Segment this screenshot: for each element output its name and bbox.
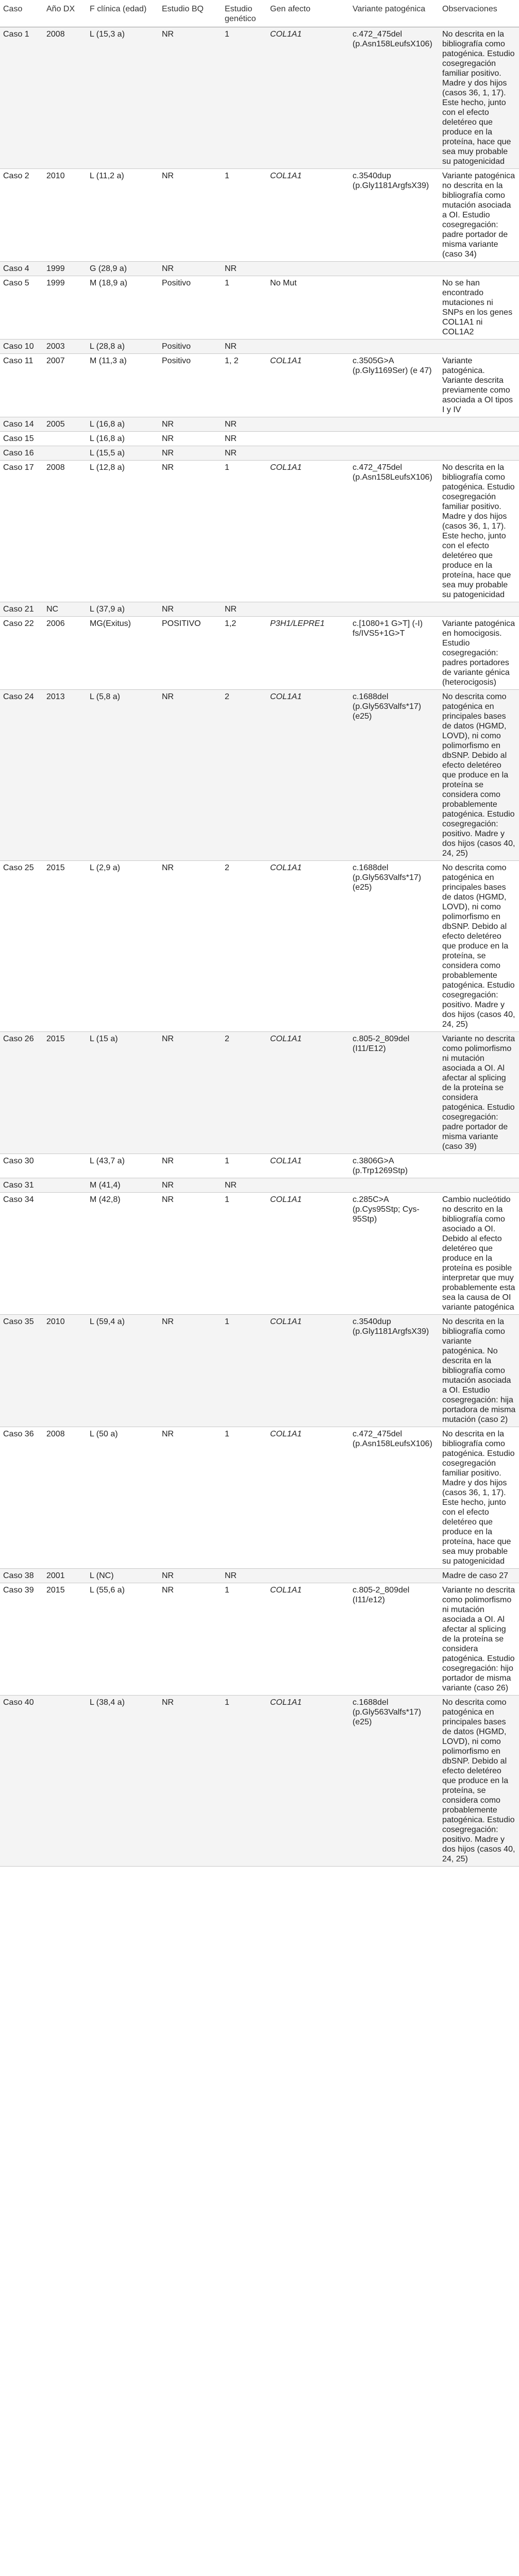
cell-estudio-genetico: 1 — [222, 276, 267, 340]
cell-variante: c.3540dup (p.Gly1181ArgfsX39) — [349, 169, 439, 262]
cell-variante: c.285C>A (p.Cys95Stp; Cys-95Stp) — [349, 1193, 439, 1315]
header-observaciones: Observaciones — [439, 0, 519, 27]
cell-f-clinica: L (5,8 a) — [87, 690, 159, 861]
cell-f-clinica: L (59,4 a) — [87, 1315, 159, 1427]
table-row — [0, 1032, 519, 1154]
cell-caso: Caso 5 — [0, 276, 43, 340]
cell-estudio-bq: NR — [159, 169, 222, 262]
cell-estudio-bq: NR — [159, 461, 222, 602]
table-row — [0, 27, 519, 169]
table-row — [0, 432, 519, 446]
table-row — [0, 1315, 519, 1427]
cell-observaciones: No descrita en la bibliografía como patogénica. Estudio cosegregación familiar positivo. Madre y dos hijos (casos 36, 1, 17). Este hecho, junto con el efecto deletéreo que produce en la proteína, hace que sea muy probable su patogenicidad — [439, 461, 519, 602]
cell-caso: Caso 36 — [0, 1427, 43, 1569]
cell-f-clinica: M (42,8) — [87, 1193, 159, 1315]
cell-estudio-genetico: 1 — [222, 1696, 267, 1867]
cell-caso: Caso 21 — [0, 602, 43, 617]
cell-gen-afecto: COL1A1 — [267, 461, 349, 602]
cell-variante: c.[1080+1 G>T] (-I) fs/IVS5+1G>T — [349, 617, 439, 690]
cell-variante — [349, 417, 439, 432]
cell-f-clinica: L (50 a) — [87, 1427, 159, 1569]
cell-observaciones — [439, 1178, 519, 1193]
table-row — [0, 169, 519, 262]
cell-estudio-bq: NR — [159, 1427, 222, 1569]
cell-gen-afecto: COL1A1 — [267, 1193, 349, 1315]
cell-f-clinica: L (15 a) — [87, 1032, 159, 1154]
cell-gen-afecto — [267, 340, 349, 354]
cell-observaciones — [439, 446, 519, 461]
cell-gen-afecto — [267, 262, 349, 276]
cell-gen-afecto: COL1A1 — [267, 1583, 349, 1696]
cell-caso: Caso 1 — [0, 27, 43, 169]
header-f-clinica: F clínica (edad) — [87, 0, 159, 27]
cell-variante — [349, 432, 439, 446]
cell-observaciones: Variante patogénica no descrita en la bibliografía como mutación asociada a OI. Estudio cosegregación: padre portador de misma variante (caso 34) — [439, 169, 519, 262]
table-row — [0, 1696, 519, 1867]
cell-variante — [349, 262, 439, 276]
cell-gen-afecto: No Mut — [267, 276, 349, 340]
cell-anio-dx: 2008 — [43, 1427, 87, 1569]
cell-estudio-bq: POSITIVO — [159, 617, 222, 690]
cell-f-clinica: G (28,9 a) — [87, 262, 159, 276]
cell-gen-afecto — [267, 417, 349, 432]
cell-f-clinica: M (18,9 a) — [87, 276, 159, 340]
cell-variante: c.3806G>A (p.Trp1269Stp) — [349, 1154, 439, 1178]
cell-estudio-bq: NR — [159, 262, 222, 276]
cell-observaciones: Madre de caso 27 — [439, 1569, 519, 1583]
table-row — [0, 354, 519, 417]
cell-f-clinica: L (15,5 a) — [87, 446, 159, 461]
header-variante: Variante patogénica — [349, 0, 439, 27]
cell-observaciones: Variante no descrita como polimorfismo ni mutación asociada a OI. Al afectar al splicing de la proteína se considera patogénica. Estudio cosegregación: hijo portador de misma variante (caso 26) — [439, 1583, 519, 1696]
cell-estudio-bq: Positivo — [159, 340, 222, 354]
cell-caso: Caso 40 — [0, 1696, 43, 1867]
cell-f-clinica: L (12,8 a) — [87, 461, 159, 602]
table-row — [0, 690, 519, 861]
cell-estudio-bq: Positivo — [159, 354, 222, 417]
cell-variante: c.3540dup (p.Gly1181ArgfsX39) — [349, 1315, 439, 1427]
cell-caso: Caso 14 — [0, 417, 43, 432]
cell-caso: Caso 4 — [0, 262, 43, 276]
cell-caso: Caso 16 — [0, 446, 43, 461]
cell-estudio-genetico: NR — [222, 602, 267, 617]
cell-gen-afecto: COL1A1 — [267, 169, 349, 262]
cell-variante: c.472_475del (p.Asn158LeufsX106) — [349, 1427, 439, 1569]
cell-anio-dx — [43, 432, 87, 446]
cell-observaciones: No se han encontrado mutaciones ni SNPs en los genes COL1A1 ni COL1A2 — [439, 276, 519, 340]
cell-estudio-genetico: NR — [222, 1569, 267, 1583]
cell-estudio-genetico: 2 — [222, 690, 267, 861]
cell-gen-afecto: COL1A1 — [267, 690, 349, 861]
cell-observaciones — [439, 602, 519, 617]
cell-f-clinica: L (11,2 a) — [87, 169, 159, 262]
cell-observaciones — [439, 262, 519, 276]
cell-observaciones: No descrita en la bibliografía como patogénica. Estudio cosegregación familiar positivo. Madre y dos hijos (casos 36, 1, 17). Este hecho, junto con el efecto deletéreo que produce en la proteína, hace que sea muy probable su patogenicidad — [439, 1427, 519, 1569]
cell-observaciones: Cambio nucleótido no descrito en la bibliografía como asociado a OI. Debido al efecto deletéreo que produce en la proteína es posible interpretar que muy probablemente esta sea la causa de OI variante patogénica — [439, 1193, 519, 1315]
cell-anio-dx: 2015 — [43, 1032, 87, 1154]
cell-caso: Caso 10 — [0, 340, 43, 354]
cell-caso: Caso 25 — [0, 861, 43, 1032]
header-estudio-genetico: Estudio genético — [222, 0, 267, 27]
cell-f-clinica: MG(Exitus) — [87, 617, 159, 690]
cell-variante: c.805-2_809del (I11/e12) — [349, 1583, 439, 1696]
cell-f-clinica: L (16,8 a) — [87, 432, 159, 446]
cell-anio-dx — [43, 1154, 87, 1178]
cell-anio-dx — [43, 446, 87, 461]
cell-anio-dx — [43, 1696, 87, 1867]
cell-variante — [349, 1569, 439, 1583]
cell-observaciones — [439, 1154, 519, 1178]
cell-anio-dx: 1999 — [43, 262, 87, 276]
table-row — [0, 1154, 519, 1178]
cell-estudio-genetico: 1, 2 — [222, 354, 267, 417]
cell-estudio-genetico: 1 — [222, 169, 267, 262]
cell-anio-dx — [43, 1178, 87, 1193]
cell-estudio-genetico: 1 — [222, 27, 267, 169]
cell-f-clinica: M (11,3 a) — [87, 354, 159, 417]
table-row — [0, 1178, 519, 1193]
table-row — [0, 446, 519, 461]
cell-estudio-genetico: NR — [222, 262, 267, 276]
cell-f-clinica: L (37,9 a) — [87, 602, 159, 617]
cell-variante — [349, 1178, 439, 1193]
cell-caso: Caso 34 — [0, 1193, 43, 1315]
table-row — [0, 276, 519, 340]
cell-estudio-genetico: NR — [222, 446, 267, 461]
cell-observaciones: No descrita como patogénica en principales bases de datos (HGMD, LOVD), ni como polimorfismo en dbSNP. Debido al efecto deletéreo que produce en la proteína se considera como probablemente patogénica. Estudio cosegregación: positivo. Madre y dos hijos (casos 40, 24, 25) — [439, 690, 519, 861]
cell-variante: c.805-2_809del (I11/E12) — [349, 1032, 439, 1154]
cell-f-clinica: L (38,4 a) — [87, 1696, 159, 1867]
table-row — [0, 1583, 519, 1696]
table-row — [0, 861, 519, 1032]
cell-f-clinica: L (28,8 a) — [87, 340, 159, 354]
cell-gen-afecto: COL1A1 — [267, 1427, 349, 1569]
table-row — [0, 340, 519, 354]
cell-caso: Caso 39 — [0, 1583, 43, 1696]
cell-caso: Caso 2 — [0, 169, 43, 262]
cell-variante: c.1688del (p.Gly563Valfs*17) (e25) — [349, 861, 439, 1032]
cell-observaciones — [439, 417, 519, 432]
cell-anio-dx: 2015 — [43, 1583, 87, 1696]
cell-f-clinica: L (15,3 a) — [87, 27, 159, 169]
cell-variante — [349, 340, 439, 354]
table-row — [0, 1427, 519, 1569]
cell-variante: c.3505G>A (p.Gly1169Ser) (e 47) — [349, 354, 439, 417]
table-row — [0, 617, 519, 690]
cell-observaciones: No descrita en la bibliografía como patogénica. Estudio cosegregación familiar positivo. Madre y dos hijos (casos 36, 1, 17). Este hecho, junto con el efecto deletéreo que produce en la proteína, hace que sea muy probable su patogenicidad — [439, 27, 519, 169]
cell-estudio-bq: NR — [159, 1569, 222, 1583]
cell-estudio-bq: NR — [159, 1696, 222, 1867]
table-row — [0, 461, 519, 602]
cell-estudio-bq: NR — [159, 446, 222, 461]
cell-estudio-bq: NR — [159, 1032, 222, 1154]
cell-estudio-bq: NR — [159, 1583, 222, 1696]
cell-observaciones: Variante patogénica en homocigosis. Estudio cosegregación: padres portadores de variante génica (heterocigosis) — [439, 617, 519, 690]
cell-f-clinica: L (55,6 a) — [87, 1583, 159, 1696]
cell-anio-dx: 2005 — [43, 417, 87, 432]
cell-estudio-genetico: NR — [222, 340, 267, 354]
cell-gen-afecto — [267, 1178, 349, 1193]
cell-variante — [349, 276, 439, 340]
cell-estudio-genetico: 1 — [222, 461, 267, 602]
cell-gen-afecto — [267, 1569, 349, 1583]
cell-gen-afecto: COL1A1 — [267, 1696, 349, 1867]
cell-anio-dx: 2008 — [43, 461, 87, 602]
cell-estudio-bq: Positivo — [159, 276, 222, 340]
cell-gen-afecto — [267, 432, 349, 446]
cell-gen-afecto — [267, 446, 349, 461]
cell-estudio-genetico: 2 — [222, 1032, 267, 1154]
cell-gen-afecto: COL1A1 — [267, 1032, 349, 1154]
cell-anio-dx: 2006 — [43, 617, 87, 690]
cell-caso: Caso 17 — [0, 461, 43, 602]
cell-observaciones: Variante no descrita como polimorfismo ni mutación asociada a OI. Al afectar al splicing de la proteína se considera patogénica. Estudio cosegregación: padre portador de misma variante (caso 39) — [439, 1032, 519, 1154]
cell-caso: Caso 30 — [0, 1154, 43, 1178]
cell-caso: Caso 11 — [0, 354, 43, 417]
table-header-row — [0, 0, 519, 27]
table-body — [0, 27, 519, 1867]
table-row — [0, 262, 519, 276]
cell-observaciones — [439, 432, 519, 446]
cell-estudio-bq: NR — [159, 1315, 222, 1427]
cell-estudio-genetico: 2 — [222, 861, 267, 1032]
cell-estudio-genetico: NR — [222, 417, 267, 432]
cell-caso: Caso 35 — [0, 1315, 43, 1427]
cell-f-clinica: L (43,7 a) — [87, 1154, 159, 1178]
cell-anio-dx: NC — [43, 602, 87, 617]
cell-estudio-bq: NR — [159, 1193, 222, 1315]
cell-anio-dx: 2013 — [43, 690, 87, 861]
header-estudio-bq: Estudio BQ — [159, 0, 222, 27]
cell-estudio-genetico: 1 — [222, 1154, 267, 1178]
header-gen-afecto: Gen afecto — [267, 0, 349, 27]
cell-anio-dx: 2015 — [43, 861, 87, 1032]
cell-gen-afecto — [267, 602, 349, 617]
cell-variante: c.1688del (p.Gly563Valfs*17) (e25) — [349, 1696, 439, 1867]
cell-f-clinica: L (NC) — [87, 1569, 159, 1583]
cell-gen-afecto: P3H1/LEPRE1 — [267, 617, 349, 690]
cell-f-clinica: L (2,9 a) — [87, 861, 159, 1032]
cell-gen-afecto: COL1A1 — [267, 861, 349, 1032]
cell-gen-afecto: COL1A1 — [267, 1315, 349, 1427]
cell-variante: c.472_475del (p.Asn158LeufsX106) — [349, 461, 439, 602]
cell-anio-dx: 1999 — [43, 276, 87, 340]
cell-estudio-genetico: 1,2 — [222, 617, 267, 690]
cell-estudio-genetico: 1 — [222, 1583, 267, 1696]
cell-anio-dx: 2007 — [43, 354, 87, 417]
cell-anio-dx: 2001 — [43, 1569, 87, 1583]
cell-observaciones: No descrita en la bibliografía como variante patogénica. No descrita en la bibliografía como mutación asociada a OI. Estudio cosegregación: hija portadora de misma mutación (caso 2) — [439, 1315, 519, 1427]
table-row — [0, 417, 519, 432]
cell-observaciones: No descrita como patogénica en principales bases de datos (HGMD, LOVD), ni como polimorfismo en dbSNP. Debido al efecto deletéreo que produce en la proteína, se considera como probablemente patogénica. Estudio cosegregación: positivo. Madre y dos hijos (casos 40, 24, 25) — [439, 1696, 519, 1867]
cell-observaciones: No descrita como patogénica en principales bases de datos (HGMD, LOVD), ni como polimorfismo en dbSNP. Debido al efecto deletéreo que produce en la proteína, se considera como probablemente patogénica. Estudio cosegregación: positivo. Madre y dos hijos (casos 40, 24, 25) — [439, 861, 519, 1032]
cell-anio-dx: 2008 — [43, 27, 87, 169]
cell-estudio-bq: NR — [159, 690, 222, 861]
cell-caso: Caso 31 — [0, 1178, 43, 1193]
cell-caso: Caso 15 — [0, 432, 43, 446]
cell-estudio-genetico: 1 — [222, 1315, 267, 1427]
cell-estudio-bq: NR — [159, 602, 222, 617]
cell-estudio-bq: NR — [159, 432, 222, 446]
cell-gen-afecto: COL1A1 — [267, 27, 349, 169]
cell-variante: c.1688del (p.Gly563Valfs*17) (e25) — [349, 690, 439, 861]
cell-anio-dx: 2003 — [43, 340, 87, 354]
cell-variante: c.472_475del (p.Asn158LeufsX106) — [349, 27, 439, 169]
header-caso: Caso — [0, 0, 43, 27]
cell-variante — [349, 602, 439, 617]
cell-f-clinica: M (41,4) — [87, 1178, 159, 1193]
cell-estudio-genetico: 1 — [222, 1427, 267, 1569]
cell-anio-dx: 2010 — [43, 1315, 87, 1427]
cell-estudio-bq: NR — [159, 27, 222, 169]
cell-observaciones — [439, 340, 519, 354]
cell-estudio-genetico: NR — [222, 432, 267, 446]
cell-estudio-genetico: NR — [222, 1178, 267, 1193]
cell-anio-dx — [43, 1193, 87, 1315]
cell-estudio-genetico: 1 — [222, 1193, 267, 1315]
cell-caso: Caso 22 — [0, 617, 43, 690]
cell-gen-afecto: COL1A1 — [267, 1154, 349, 1178]
cell-anio-dx: 2010 — [43, 169, 87, 262]
cell-estudio-bq: NR — [159, 1178, 222, 1193]
header-anio-dx: Año DX — [43, 0, 87, 27]
cell-caso: Caso 38 — [0, 1569, 43, 1583]
table-row — [0, 1193, 519, 1315]
cell-estudio-bq: NR — [159, 1154, 222, 1178]
cell-caso: Caso 24 — [0, 690, 43, 861]
cell-gen-afecto: COL1A1 — [267, 354, 349, 417]
cell-estudio-bq: NR — [159, 861, 222, 1032]
cell-observaciones: Variante patogénica. Variante descrita previamente como asociada a OI tipos I y IV — [439, 354, 519, 417]
table-row — [0, 1569, 519, 1583]
cell-f-clinica: L (16,8 a) — [87, 417, 159, 432]
cell-caso: Caso 26 — [0, 1032, 43, 1154]
cell-estudio-bq: NR — [159, 417, 222, 432]
table-row — [0, 602, 519, 617]
cell-variante — [349, 446, 439, 461]
